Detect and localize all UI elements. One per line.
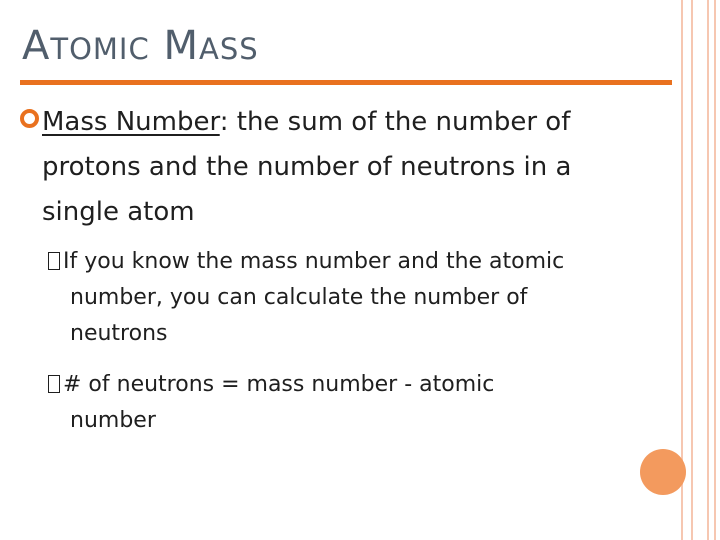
sub-bullet-text: If you know the mass number and the atomic (63, 249, 565, 274)
main-bullet-line (20, 100, 670, 145)
sub-bullet-formula (48, 367, 688, 439)
slide-title (22, 18, 259, 77)
term-mass-number: Mass Number (42, 107, 220, 137)
sub-bullet-line: number, you can calculate the number of (70, 285, 528, 310)
term-colon: : (219, 107, 229, 137)
box-bullet-icon (48, 252, 60, 270)
decorative-border-line (707, 0, 709, 540)
decorative-border-line (714, 0, 716, 540)
definition-text: the sum of the number of (228, 107, 571, 137)
title-underline-rule (20, 80, 672, 85)
sub-bullet-line: number (70, 408, 156, 433)
sub-bullet-text: # of neutrons = mass number - atomic (63, 372, 495, 397)
definition-line: single atom (42, 197, 195, 227)
sub-bullet-line: neutrons (70, 321, 168, 346)
box-bullet-icon (48, 375, 60, 393)
definition-line: protons and the number of neutrons in a (42, 152, 572, 182)
ring-bullet-icon (20, 109, 39, 128)
title-initial: A (22, 23, 51, 69)
decorative-circle (640, 449, 686, 495)
title-small-caps: TOMIC (50, 32, 150, 66)
sub-bullet-line (48, 244, 688, 280)
title-initial: M (163, 23, 199, 69)
sub-bullet-line (48, 367, 688, 403)
decorative-border-line (691, 0, 693, 540)
main-bullet (20, 100, 670, 235)
sub-bullet-calculate (48, 244, 688, 352)
title-small-caps: ASS (198, 32, 259, 66)
